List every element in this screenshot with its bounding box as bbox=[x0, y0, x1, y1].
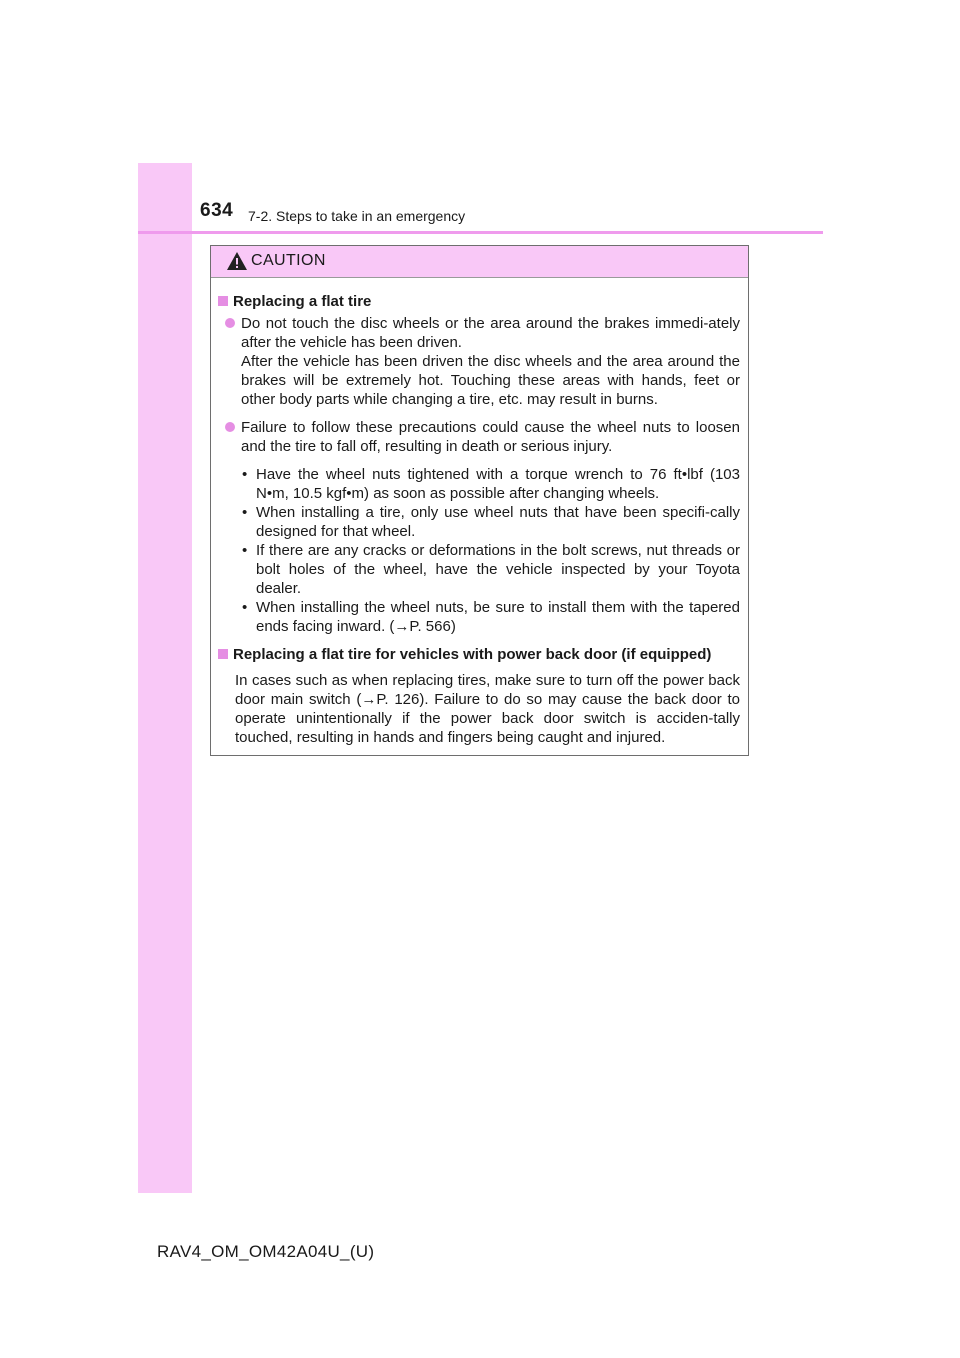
caution-label: CAUTION bbox=[251, 252, 326, 269]
sidebar-tab bbox=[138, 163, 192, 1193]
bullet-icon: • bbox=[242, 599, 248, 616]
bullet-icon: • bbox=[242, 504, 248, 521]
section-heading-text: Replacing a flat tire for vehicles with power back door (if equipped) bbox=[233, 646, 712, 663]
header-divider bbox=[138, 231, 823, 234]
section-title: 7-2. Steps to take in an emergency bbox=[248, 208, 466, 224]
list-item bbox=[218, 314, 740, 409]
sub-item-text: Have the wheel nuts tightened with a torque wrench to 76 ft•lbf (103 N•m, 10.5 kgf•m) as soon as possible after changing wheels. bbox=[256, 466, 740, 502]
document-code: RAV4_OM_OM42A04U_(U) bbox=[157, 1242, 375, 1261]
caution-body bbox=[211, 278, 748, 747]
item-text: Do not touch the disc wheels or the area around the brakes immedi-ately after the vehicle has been driven. bbox=[241, 315, 740, 351]
bullet-icon: • bbox=[242, 466, 248, 483]
sub-list-item bbox=[242, 465, 740, 503]
sub-list bbox=[242, 465, 740, 636]
caution-box bbox=[210, 245, 749, 756]
item-text: Failure to follow these precautions could cause the wheel nuts to loosen and the tire to fall off, resulting in death or serious injury. bbox=[241, 419, 740, 455]
bullet-icon: • bbox=[242, 542, 248, 559]
section-heading bbox=[218, 292, 740, 311]
paragraph: In cases such as when replacing tires, make sure to turn off the power back door main switch (→P. 126). Failure to do so may cause the back door to operate unintentionally if the power back door switch is acciden-tally touched, resulting in hands and fingers being caught and injured. bbox=[235, 672, 740, 746]
sub-item-text: If there are any cracks or deformations in the bolt screws, nut threads or bolt holes of the wheel, have the vehicle inspected by your Toyota dealer. bbox=[256, 542, 740, 597]
circle-bullet-icon bbox=[225, 422, 235, 432]
warning-triangle-icon bbox=[226, 251, 248, 271]
sub-item-text: When installing a tire, only use wheel nuts that have been specifi-cally designed for that wheel. bbox=[256, 504, 740, 540]
square-bullet-icon bbox=[218, 649, 228, 659]
section-heading bbox=[218, 645, 740, 664]
sub-list-item bbox=[242, 598, 740, 636]
section-heading-text: Replacing a flat tire bbox=[233, 293, 372, 310]
item-text: After the vehicle has been driven the disc wheels and the area around the brakes will be extremely hot. Touching these areas with hands, feet or other body parts while changing a tire, etc. may result in burns. bbox=[241, 353, 740, 408]
list-item bbox=[218, 418, 740, 456]
caution-header bbox=[211, 246, 748, 278]
sub-item-text: When installing the wheel nuts, be sure to install them with the tapered ends facing inward. (→P. 566) bbox=[256, 599, 740, 635]
circle-bullet-icon bbox=[225, 318, 235, 328]
page-number: 634 bbox=[200, 200, 234, 221]
sub-list-item bbox=[242, 503, 740, 541]
square-bullet-icon bbox=[218, 296, 228, 306]
sub-list-item bbox=[242, 541, 740, 598]
